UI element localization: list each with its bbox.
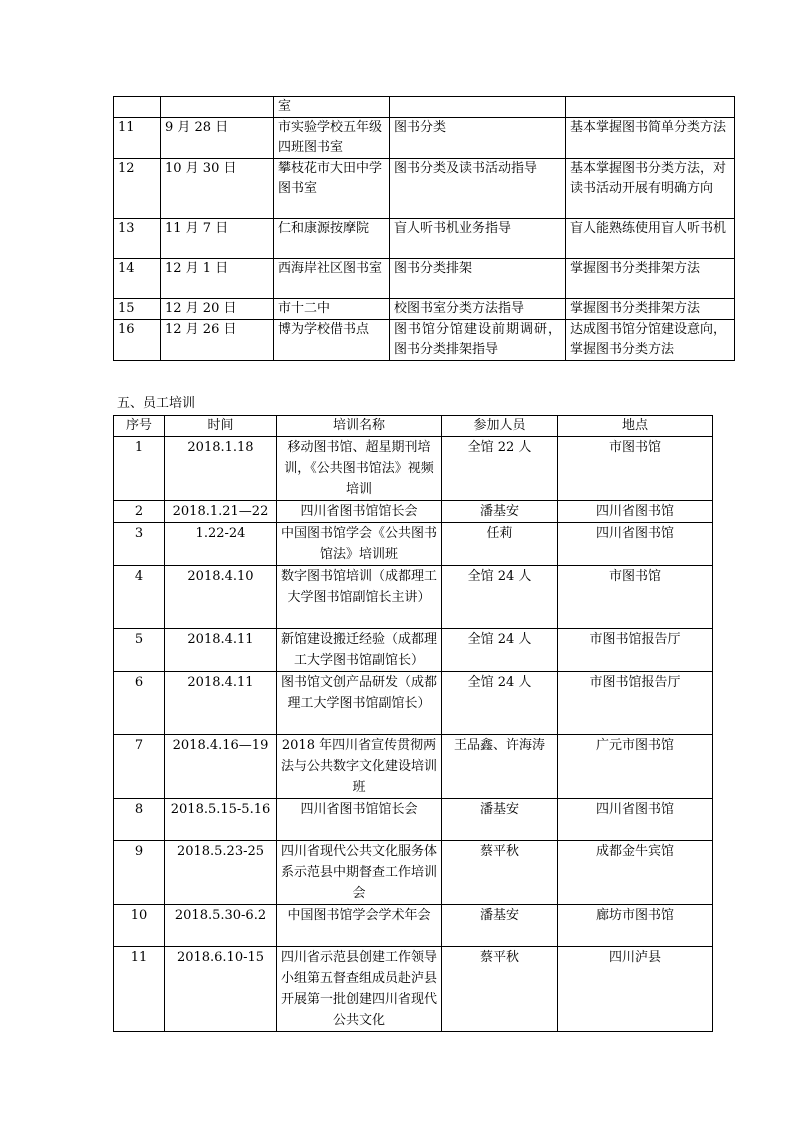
table-row (114, 97, 735, 118)
cell-time: 2018.4.16—19 (165, 735, 277, 799)
cell-result: 盲人能熟练使用盲人听书机 (566, 219, 735, 259)
cell-seq: 6 (114, 672, 165, 735)
cell-time: 2018.5.23-25 (165, 841, 277, 905)
cell-participants: 全馆 22 人 (442, 437, 558, 501)
training-section-title: 五、员工培训 (117, 396, 196, 411)
cell-venue: 博为学校借书点 (274, 320, 390, 361)
cell-location: 四川省图书馆 (558, 799, 713, 841)
cell-seq: 8 (114, 799, 165, 841)
activities-table (113, 96, 735, 361)
cell-seq: 10 (114, 905, 165, 947)
cell-seq: 13 (114, 219, 161, 259)
cell-training-name: 中国图书馆学会学术年会 (277, 905, 442, 947)
table-row (114, 437, 713, 501)
cell-location: 市图书馆 (558, 566, 713, 629)
cell-result: 掌握图书分类排架方法 (566, 259, 735, 299)
cell-content: 校图书室分类方法指导 (390, 299, 566, 320)
cell-training-name: 四川省图书馆馆长会 (277, 799, 442, 841)
cell-date: 9 月 28 日 (161, 118, 274, 159)
cell-time: 2018.4.11 (165, 672, 277, 735)
table-row (114, 799, 713, 841)
cell-content: 图书分类及读书活动指导 (390, 159, 566, 219)
cell-date: 12 月 20 日 (161, 299, 274, 320)
cell-time: 2018.5.15-5.16 (165, 799, 277, 841)
cell-seq: 15 (114, 299, 161, 320)
cell-result (566, 97, 735, 118)
cell-venue: 市实验学校五年级四班图书室 (274, 118, 390, 159)
cell-seq: 2 (114, 501, 165, 523)
cell-participants: 全馆 24 人 (442, 566, 558, 629)
cell-seq: 12 (114, 159, 161, 219)
activities-table-body (114, 97, 735, 361)
cell-date: 12 月 1 日 (161, 259, 274, 299)
cell-location: 成都金牛宾馆 (558, 841, 713, 905)
cell-seq: 11 (114, 947, 165, 1032)
cell-training-name: 四川省示范县创建工作领导小组第五督查组成员赴泸县开展第一批创建四川省现代公共文化 (277, 947, 442, 1032)
cell-result: 掌握图书分类排架方法 (566, 299, 735, 320)
cell-participants: 蔡平秋 (442, 947, 558, 1032)
header-participants: 参加人员 (442, 416, 558, 437)
cell-result: 达成图书馆分馆建设意向，掌握图书分类方法 (566, 320, 735, 361)
cell-seq: 16 (114, 320, 161, 361)
table-row (114, 118, 735, 159)
cell-training-name: 中国图书馆学会《公共图书馆法》培训班 (277, 523, 442, 566)
cell-content (390, 97, 566, 118)
cell-date (161, 97, 274, 118)
cell-participants: 潘基安 (442, 905, 558, 947)
cell-participants: 潘基安 (442, 501, 558, 523)
training-table-body (114, 437, 713, 1032)
cell-location: 市图书馆报告厅 (558, 629, 713, 672)
cell-location: 四川省图书馆 (558, 501, 713, 523)
cell-time: 2018.1.18 (165, 437, 277, 501)
table-row (114, 159, 735, 219)
cell-participants: 王品鑫、许海涛 (442, 735, 558, 799)
cell-seq: 7 (114, 735, 165, 799)
cell-training-name: 新馆建设搬迁经验（成都理工大学图书馆副馆长） (277, 629, 442, 672)
cell-participants: 潘基安 (442, 799, 558, 841)
header-seq: 序号 (114, 416, 165, 437)
cell-seq: 14 (114, 259, 161, 299)
cell-time: 2018.6.10-15 (165, 947, 277, 1032)
table-row (114, 841, 713, 905)
cell-seq: 1 (114, 437, 165, 501)
cell-seq (114, 97, 161, 118)
cell-location: 市图书馆 (558, 437, 713, 501)
table-row (114, 219, 735, 259)
header-training-name: 培训名称 (277, 416, 442, 437)
cell-content: 图书馆分馆建设前期调研，图书分类排架指导 (390, 320, 566, 361)
cell-time: 2018.4.10 (165, 566, 277, 629)
cell-training-name: 四川省图书馆馆长会 (277, 501, 442, 523)
table-row (114, 735, 713, 799)
cell-time: 2018.5.30-6.2 (165, 905, 277, 947)
cell-location: 四川泸县 (558, 947, 713, 1032)
table-row (114, 523, 713, 566)
cell-participants: 蔡平秋 (442, 841, 558, 905)
cell-result: 基本掌握图书简单分类方法 (566, 118, 735, 159)
cell-training-name: 四川省现代公共文化服务体系示范县中期督查工作培训会 (277, 841, 442, 905)
cell-training-name: 图书馆文创产品研发（成都理工大学图书馆副馆长） (277, 672, 442, 735)
training-table (113, 415, 713, 1032)
table-row (114, 905, 713, 947)
header-location: 地点 (558, 416, 713, 437)
cell-time: 2018.1.21—22 (165, 501, 277, 523)
cell-location: 广元市图书馆 (558, 735, 713, 799)
cell-result: 基本掌握图书分类方法，对读书活动开展有明确方向 (566, 159, 735, 219)
cell-location: 廊坊市图书馆 (558, 905, 713, 947)
cell-content: 盲人听书机业务指导 (390, 219, 566, 259)
cell-seq: 11 (114, 118, 161, 159)
training-header-row (114, 416, 713, 437)
cell-time: 2018.4.11 (165, 629, 277, 672)
table-row (114, 566, 713, 629)
cell-venue: 西海岸社区图书室 (274, 259, 390, 299)
table-row (114, 672, 713, 735)
cell-venue: 攀枝花市大田中学图书室 (274, 159, 390, 219)
cell-date: 10 月 30 日 (161, 159, 274, 219)
cell-content: 图书分类 (390, 118, 566, 159)
cell-venue: 仁和康源按摩院 (274, 219, 390, 259)
cell-participants: 任莉 (442, 523, 558, 566)
cell-training-name: 2018 年四川省宣传贯彻两法与公共数字文化建设培训班 (277, 735, 442, 799)
table-row (114, 299, 735, 320)
cell-seq: 9 (114, 841, 165, 905)
cell-time: 1.22-24 (165, 523, 277, 566)
cell-content: 图书分类排架 (390, 259, 566, 299)
cell-venue: 室 (274, 97, 390, 118)
cell-date: 11 月 7 日 (161, 219, 274, 259)
cell-seq: 5 (114, 629, 165, 672)
cell-training-name: 数字图书馆培训（成都理工大学图书馆副馆长主讲） (277, 566, 442, 629)
cell-seq: 3 (114, 523, 165, 566)
cell-participants: 全馆 24 人 (442, 629, 558, 672)
cell-venue: 市十二中 (274, 299, 390, 320)
cell-date: 12 月 26 日 (161, 320, 274, 361)
table-row (114, 501, 713, 523)
cell-participants: 全馆 24 人 (442, 672, 558, 735)
table-row (114, 629, 713, 672)
header-time: 时间 (165, 416, 277, 437)
cell-location: 市图书馆报告厅 (558, 672, 713, 735)
table-row (114, 947, 713, 1032)
cell-location: 四川省图书馆 (558, 523, 713, 566)
table-row (114, 320, 735, 361)
table-row (114, 259, 735, 299)
cell-seq: 4 (114, 566, 165, 629)
cell-training-name: 移动图书馆、超星期刊培训，《公共图书馆法》视频培训 (277, 437, 442, 501)
